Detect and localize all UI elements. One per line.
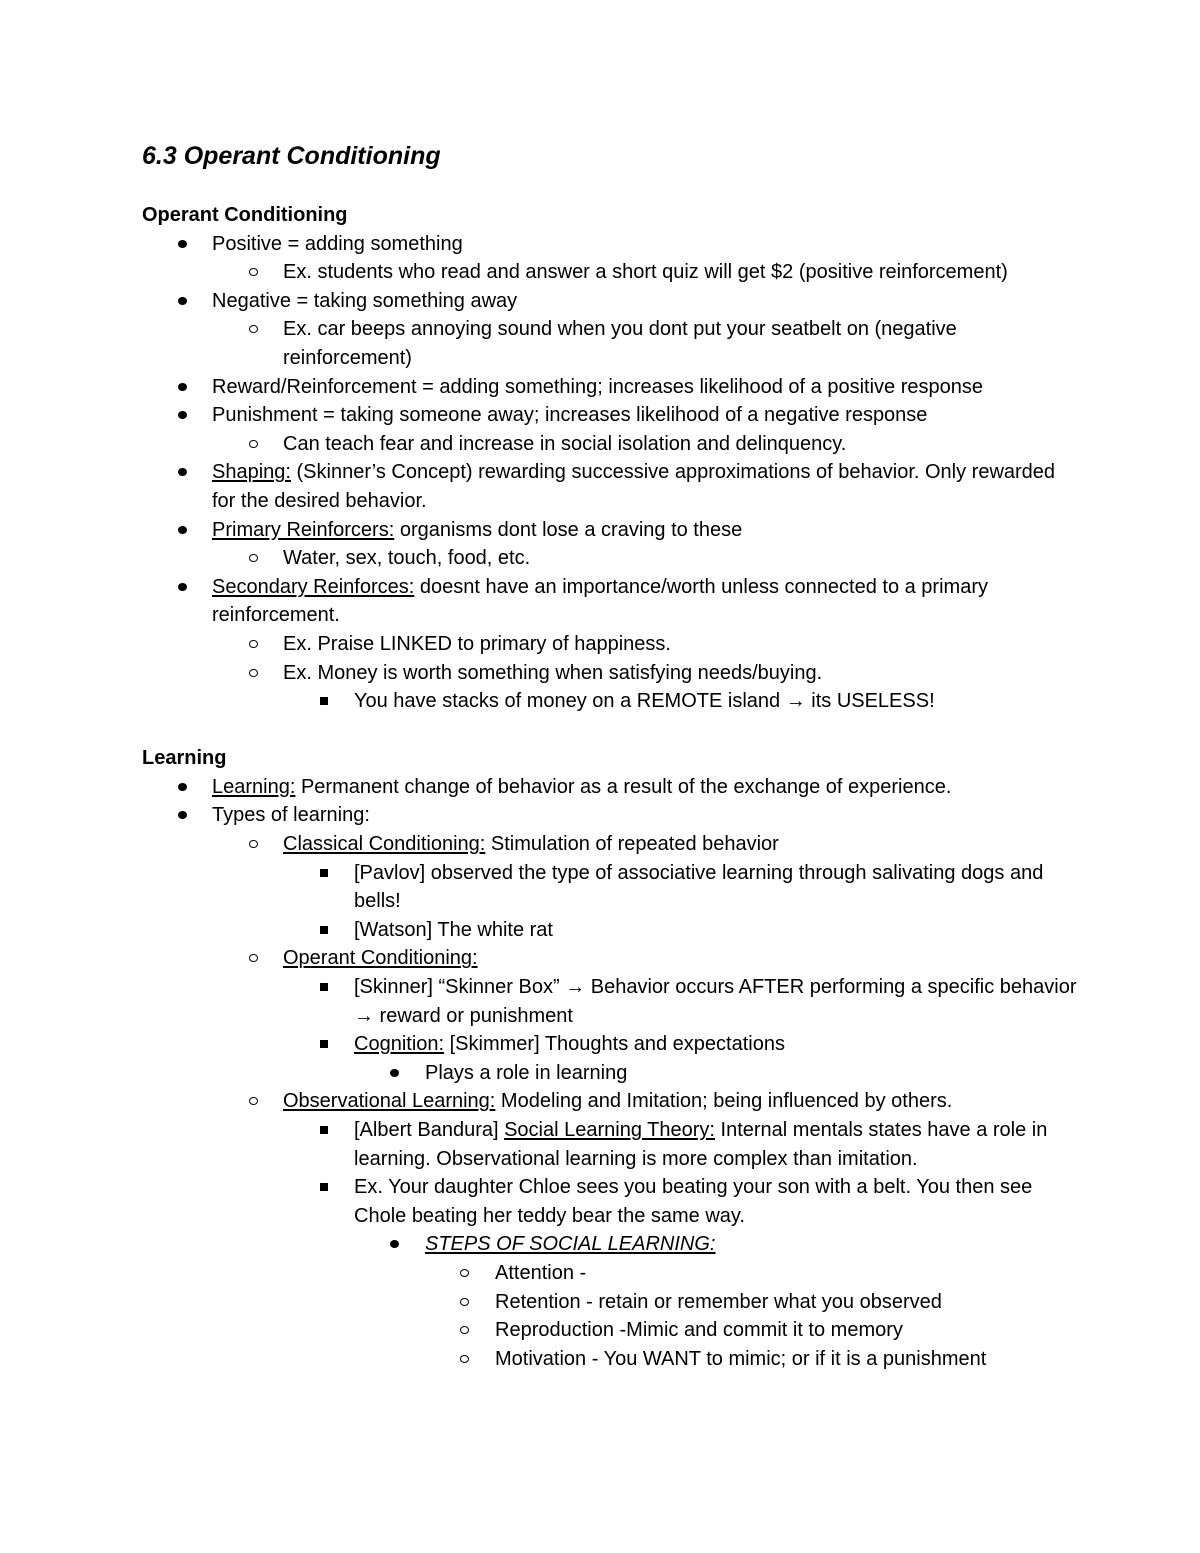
list-item: Reproduction -Mimic and commit it to memory bbox=[142, 1316, 1082, 1345]
list-item: Retention - retain or remember what you observed bbox=[142, 1288, 1082, 1317]
list-item: Secondary Reinforces: doesnt have an importance/worth unless connected to a primary reinforcement. bbox=[142, 573, 1082, 630]
bullet-icon bbox=[390, 1059, 410, 1088]
list-item: Ex. car beeps annoying sound when you dont put your seatbelt on (negative reinforcement) bbox=[142, 315, 1082, 372]
circle-bullet-icon bbox=[249, 630, 269, 659]
list-item: Ex. Money is worth something when satisfying needs/buying. bbox=[142, 659, 1082, 688]
square-bullet-icon bbox=[319, 973, 339, 1002]
term-observational-learning: Observational Learning: bbox=[283, 1090, 496, 1113]
list-item: Primary Reinforcers: organisms dont lose a craving to these bbox=[142, 516, 1082, 545]
bullet-icon bbox=[178, 401, 198, 430]
list-item: Reward/Reinforcement = adding something; increases likelihood of a positive response bbox=[142, 373, 1082, 402]
list-item bbox=[142, 1230, 1082, 1259]
learning-list bbox=[142, 773, 1082, 1373]
bullet-icon bbox=[178, 801, 198, 830]
list-item: You have stacks of money on a REMOTE island → its USELESS! bbox=[142, 687, 1082, 716]
circle-bullet-icon bbox=[249, 430, 269, 459]
list-item: [Albert Bandura] Social Learning Theory: Internal mentals states have a role in learning. Observational learning is more complex than imitation. bbox=[142, 1116, 1082, 1173]
circle-bullet-icon bbox=[249, 830, 269, 859]
list-item: Classical Conditioning: Stimulation of repeated behavior bbox=[142, 830, 1082, 859]
operant-list bbox=[142, 230, 1082, 716]
square-bullet-icon bbox=[319, 1116, 339, 1145]
document-title: 6.3 Operant Conditioning bbox=[142, 142, 441, 170]
section-heading-operant: Operant Conditioning bbox=[142, 204, 348, 226]
bullet-icon bbox=[178, 373, 198, 402]
square-bullet-icon bbox=[319, 916, 339, 945]
list-item: [Skinner] “Skinner Box” → Behavior occurs AFTER performing a specific behavior → reward or punishment bbox=[142, 973, 1082, 1030]
circle-bullet-icon bbox=[249, 659, 269, 688]
list-item: Types of learning: bbox=[142, 801, 1082, 830]
square-bullet-icon bbox=[319, 1030, 339, 1059]
bullet-icon bbox=[178, 773, 198, 802]
list-item: [Watson] The white rat bbox=[142, 916, 1082, 945]
list-item: Negative = taking something away bbox=[142, 287, 1082, 316]
list-item: Cognition: [Skimmer] Thoughts and expectations bbox=[142, 1030, 1082, 1059]
document-page bbox=[142, 138, 1082, 1373]
square-bullet-icon bbox=[319, 1173, 339, 1202]
square-bullet-icon bbox=[319, 687, 339, 716]
term-cognition: Cognition: bbox=[354, 1033, 445, 1056]
circle-bullet-icon bbox=[249, 944, 269, 973]
term-classical-conditioning: Classical Conditioning: bbox=[283, 833, 486, 856]
term-social-learning-theory: Social Learning Theory: bbox=[504, 1119, 715, 1141]
circle-bullet-icon bbox=[249, 315, 269, 344]
list-item: Shaping: (Skinner’s Concept) rewarding successive approximations of behavior. Only rewarded for the desired behavior. bbox=[142, 458, 1082, 515]
square-bullet-icon bbox=[319, 859, 339, 888]
list-item: Ex. Your daughter Chloe sees you beating your son with a belt. You then see Chole beating her teddy bear the same way. bbox=[142, 1173, 1082, 1230]
circle-bullet-icon bbox=[460, 1316, 480, 1345]
list-item: Can teach fear and increase in social isolation and delinquency. bbox=[142, 430, 1082, 459]
list-item: [Pavlov] observed the type of associative learning through salivating dogs and bells! bbox=[142, 859, 1082, 916]
list-item: Ex. students who read and answer a short quiz will get $2 (positive reinforcement) bbox=[142, 258, 1082, 287]
term-shaping: Shaping: bbox=[212, 461, 291, 484]
circle-bullet-icon bbox=[249, 258, 269, 287]
bullet-icon bbox=[178, 287, 198, 316]
list-item: Water, sex, touch, food, etc. bbox=[142, 544, 1082, 573]
term-primary-reinforcers: Primary Reinforcers: bbox=[212, 518, 395, 541]
list-item: Positive = adding something bbox=[142, 230, 1082, 259]
bullet-icon bbox=[390, 1230, 410, 1259]
circle-bullet-icon bbox=[460, 1345, 480, 1374]
circle-bullet-icon bbox=[249, 1087, 269, 1116]
term-learning: Learning: bbox=[212, 775, 296, 798]
list-item: Learning: Permanent change of behavior as a result of the exchange of experience. bbox=[142, 773, 1082, 802]
bullet-icon bbox=[178, 516, 198, 545]
list-item: Motivation - You WANT to mimic; or if it is a punishment bbox=[142, 1345, 1082, 1374]
bullet-icon bbox=[178, 458, 198, 487]
list-item: Attention - bbox=[142, 1259, 1082, 1288]
circle-bullet-icon bbox=[249, 544, 269, 573]
list-item: Punishment = taking someone away; increases likelihood of a negative response bbox=[142, 401, 1082, 430]
list-item: Ex. Praise LINKED to primary of happiness. bbox=[142, 630, 1082, 659]
circle-bullet-icon bbox=[460, 1259, 480, 1288]
section-heading-learning: Learning bbox=[142, 747, 227, 770]
term-operant-conditioning: Operant Conditioning: bbox=[283, 947, 478, 970]
bullet-icon bbox=[178, 573, 198, 602]
bullet-icon bbox=[178, 230, 198, 259]
list-item bbox=[142, 944, 1082, 973]
steps-heading: STEPS OF SOCIAL LEARNING: bbox=[425, 1233, 716, 1256]
term-secondary-reinforces: Secondary Reinforces: bbox=[212, 575, 415, 598]
list-item: Plays a role in learning bbox=[142, 1059, 1082, 1088]
circle-bullet-icon bbox=[460, 1288, 480, 1317]
list-item: Observational Learning: Modeling and Imitation; being influenced by others. bbox=[142, 1087, 1082, 1116]
